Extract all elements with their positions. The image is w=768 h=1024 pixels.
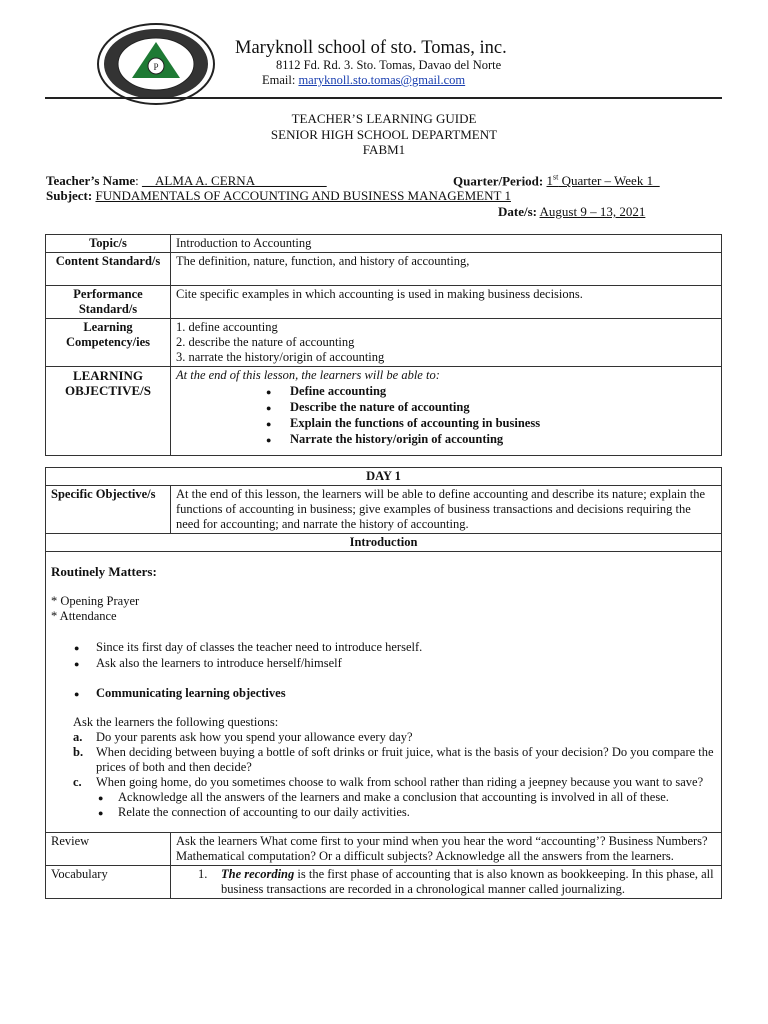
dates-value: August 9 – 13, 2021 [539,204,646,219]
list-item: ● Narrate the history/origin of accounting [266,431,716,447]
subject-line [46,188,511,204]
list-item: ● Since its first day of classes the teacher need to introduce herself. [51,639,716,655]
table-row [46,866,722,899]
table-row [46,552,722,833]
list-item: ● Acknowledge all the answers of the learners and make a conclusion that accounting is involved in all of these. [51,790,716,805]
table-row [46,534,722,552]
email-link[interactable]: maryknoll.sto.tomas@gmail.com [298,73,466,87]
department-title: SENIOR HIGH SCHOOL DEPARTMENT [270,127,498,142]
teacher-value: __ALMA A. CERNA___________ [142,173,327,188]
subject-label: Subject: [46,188,93,203]
competency-list [171,319,722,367]
performance-standard-label: Performance Standard/s [46,286,171,319]
guide-title: TEACHER’S LEARNING GUIDE [291,111,477,126]
school-name: Maryknoll school of sto. Tomas, inc. [235,38,507,58]
course-code: FABM1 [362,142,406,157]
topic-value: Introduction to Accounting [171,235,722,253]
day-heading: DAY 1 [46,468,722,486]
content-standard-label: Content Standard/s [46,253,171,286]
overview-table [45,234,722,456]
teacher-line: Teacher’s Name: __ALMA A. CERNA___________ [46,173,327,188]
teacher-label: Teacher’s Name [46,173,136,188]
quarter-line [453,173,660,189]
table-row [46,367,722,456]
list-item: * Attendance [51,609,117,623]
list-item: 2. describe the nature of accounting [176,335,355,349]
introduction-cell [46,552,722,833]
review-label: Review [46,833,171,866]
email-label: Email: [262,73,299,87]
performance-standard-value: Cite specific examples in which accounting is used in making business decisions. [171,286,722,319]
ask-line: Ask the learners the following questions: [73,715,279,729]
routine-heading: Routinely Matters: [51,564,157,579]
vocabulary-label: Vocabulary [46,866,171,899]
table-row [46,319,722,367]
communicating-objectives: ● Communicating learning objectives [51,685,716,701]
objective-list [176,383,716,447]
table-row [46,253,722,286]
list-item: ● Explain the functions of accounting in business [266,415,716,431]
specific-objective-value: At the end of this lesson, the learners will be able to define accounting and describe its nature; explain the functions of accounting in business; give examples of business transactions and decisions requiring the need for accounting; and narrate the history of accounting. [171,486,722,534]
school-email-line [262,73,465,88]
review-value: Ask the learners What come first to your mind when you hear the word “accounting’? Business Numbers? Mathematical computation? Or a difficult subjects? Acknowledge all the answers from the learners. [171,833,722,866]
list-item: ● Describe the nature of accounting [266,399,716,415]
introduction-heading: Introduction [46,534,722,552]
question-item: b. When deciding between buying a bottle of soft drinks or fruit juice, what is the basis of your decision? Do you compare the prices of both and then decide? [73,745,714,774]
objective-label: LEARNING OBJECTIVE/S [46,367,171,456]
list-item: ● Ask also the learners to introduce herself/himself [51,655,716,671]
content-standard-value: The definition, nature, function, and history of accounting, [171,253,722,286]
table-row [46,235,722,253]
day1-table [45,467,722,899]
question-item: a. Do your parents ask how you spend your allowance every day? [73,730,413,744]
school-logo [92,22,220,106]
subject-value: FUNDAMENTALS OF ACCOUNTING AND BUSINESS MANAGEMENT 1 [95,188,511,203]
table-row [46,468,722,486]
list-item: ● Relate the connection of accounting to our daily activities. [51,805,716,820]
table-row [46,286,722,319]
quarter-value: 1st Quarter – Week 1_ [546,173,660,189]
dates-line [498,204,645,220]
list-item: 3. narrate the history/origin of accounting [176,350,385,364]
header-divider [45,97,722,99]
table-row [46,486,722,534]
list-item: * Opening Prayer [51,594,140,608]
dates-label: Date/s: [498,204,537,219]
topic-label: Topic/s [46,235,171,253]
vocabulary-value: 1. The recording is the first phase of accounting that is also known as bookkeeping. In this phase, all business transactions are recorded in a chronological manner called journalizing. [171,866,722,899]
competency-label: Learning Competency/ies [46,319,171,367]
list-item: 1. define accounting [176,320,278,334]
specific-objective-label: Specific Objective/s [46,486,171,534]
objective-intro: At the end of this lesson, the learners will be able to: [176,368,440,382]
question-item: c. When going home, do you sometimes choose to walk from school rather than riding a jeepney because you want to save? [73,775,704,789]
table-row [46,833,722,866]
list-item: ● Define accounting [266,383,716,399]
school-address: 8112 Fd. Rd. 3. Sto. Tomas, Davao del Norte [276,58,502,72]
svg-text:P: P [153,62,159,72]
quarter-label: Quarter/Period: [453,173,544,189]
objective-cell [171,367,722,456]
